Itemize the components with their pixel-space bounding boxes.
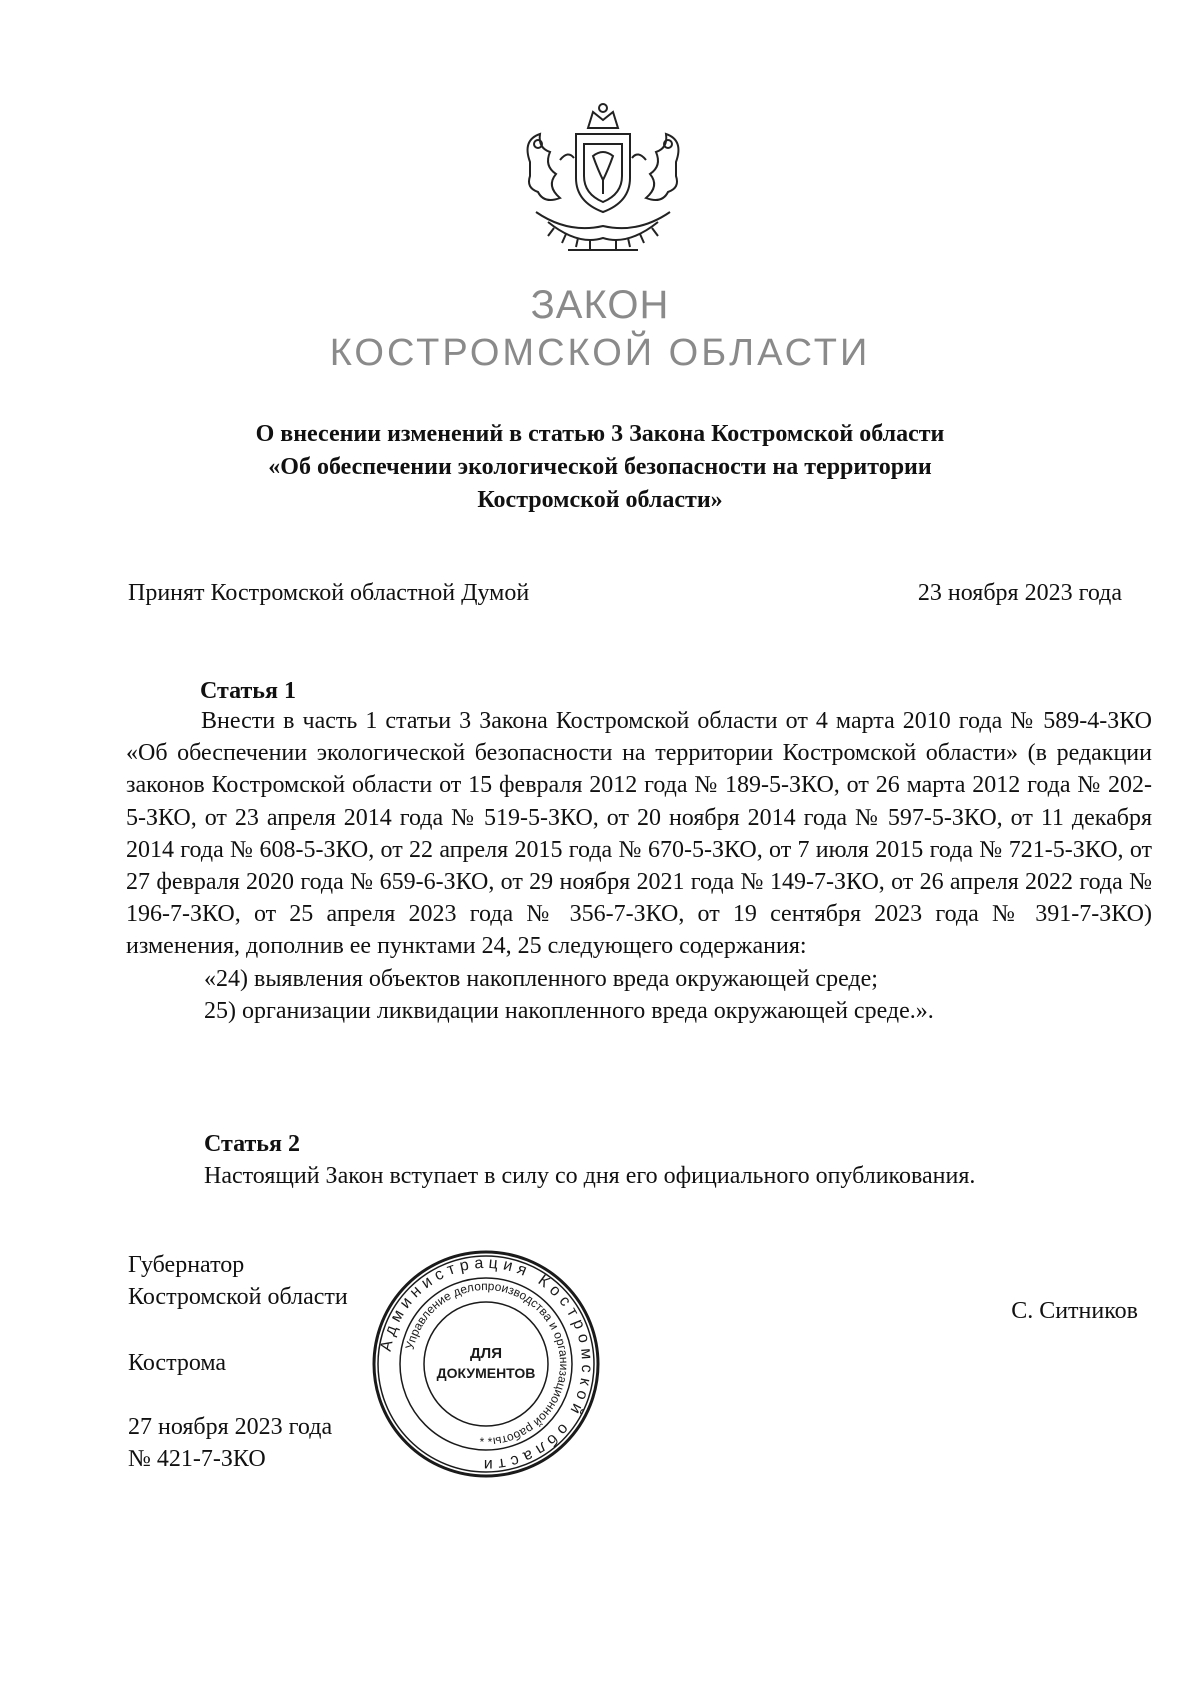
signing-date-block bbox=[128, 1411, 332, 1475]
signatory-position-line2: Костромской области bbox=[128, 1284, 348, 1310]
law-number: № 421-7-ЗКО bbox=[128, 1446, 266, 1472]
stamp-center-line1: ДЛЯ bbox=[470, 1345, 502, 1362]
article1-item: «24) выявления объектов накопленного вреда окружающей среде; bbox=[204, 965, 878, 992]
article1-text: Внести в часть 1 статьи 3 Закона Костромской области от 4 марта 2010 года № 589-4-ЗКО «Об обеспечении экологической безопасности на территории Костромской области» (в редакции законов Костромской области от 15 февраля 2012 года № 189-5-ЗКО, от 26 марта 2012 года № 202-5-ЗКО, от 23 апреля 2014 года № 519-5-ЗКО, от 20 ноября 2014 года № 597-5-ЗКО, от 11 декабря 2014 года № 608-5-ЗКО, от 22 апреля 2015 года № 670-5-ЗКО, от 7 июля 2015 года № 721-5-ЗКО, от 27 февраля 2020 года № 659-6-ЗКО, от 29 ноября 2021 года № 149-7-ЗКО, от 26 апреля 2022 года № 196-7-ЗКО, от 25 апреля 2023 года № 356-7-ЗКО, от 19 сентября 2023 года № 391-7-ЗКО) изменения, дополнив ее пунктами 24, 25 следующего содержания: bbox=[126, 708, 1152, 960]
law-title-line1: ЗАКОН bbox=[530, 283, 670, 327]
coat-of-arms-icon bbox=[508, 100, 698, 270]
signatory-position-line1: Губернатор bbox=[128, 1252, 245, 1278]
article2-text: Настоящий Закон вступает в силу со дня его официального опубликования. bbox=[204, 1163, 976, 1189]
signatory-position bbox=[128, 1249, 348, 1313]
heading-line: «Об обеспечении экологической безопасности на территории bbox=[268, 454, 932, 480]
adopted-by-label: Принят Костромской областной Думой bbox=[128, 580, 530, 606]
document-heading bbox=[150, 418, 1050, 517]
article1-item: 25) организации ликвидации накопленного вреда окружающей среде.». bbox=[204, 997, 934, 1024]
law-title-line2: КОСТРОМСКОЙ ОБЛАСТИ bbox=[329, 332, 871, 374]
signing-city: Кострома bbox=[128, 1350, 227, 1376]
signatory-name: С. Ситников bbox=[1011, 1298, 1138, 1324]
article1-body bbox=[126, 705, 1152, 1027]
stamp-outer-text: Администрация Костромской области bbox=[377, 1254, 596, 1474]
signing-date: 27 ноября 2023 года bbox=[128, 1414, 333, 1440]
official-stamp bbox=[370, 1248, 602, 1480]
article1-title: Статья 1 bbox=[200, 678, 296, 704]
heading-line: О внесении изменений в статью 3 Закона Костромской области bbox=[255, 421, 945, 447]
article2-title: Статья 2 bbox=[204, 1131, 300, 1157]
heading-line: Костромской области» bbox=[477, 487, 723, 513]
adopted-date: 23 ноября 2023 года bbox=[917, 580, 1122, 606]
stamp-star-icon: * * bbox=[479, 1435, 493, 1449]
stamp-center-line2: ДОКУМЕНТОВ bbox=[436, 1365, 536, 1381]
stamp-inner-text: Управление делопроизводства и организационной работы bbox=[402, 1278, 572, 1449]
